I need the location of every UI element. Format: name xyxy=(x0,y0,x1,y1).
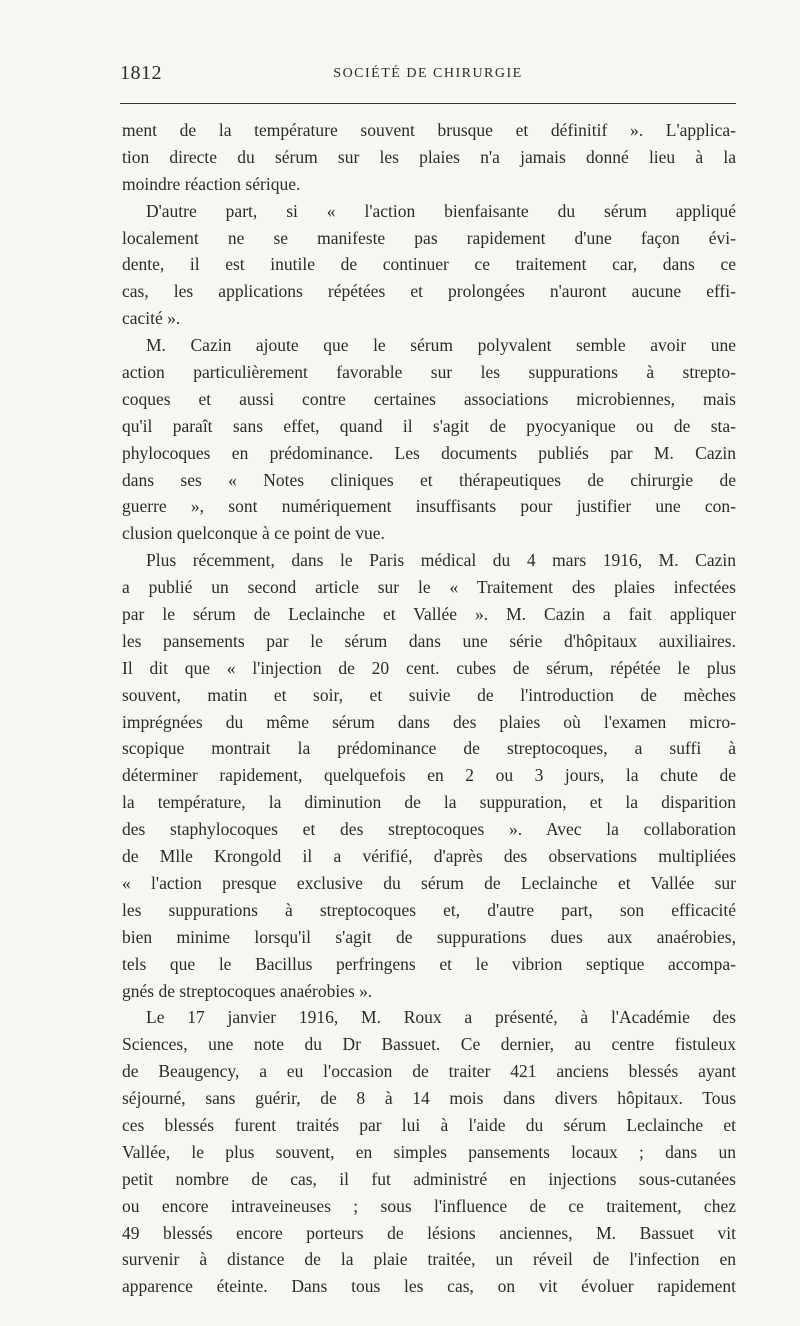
text-line: « l'action presque exclusive du sérum de Leclainche et Vallée sur xyxy=(122,872,736,893)
text-line: ment de la température souvent brusque et définitif ». L'applica- xyxy=(122,120,736,140)
text-line: imprégnées du même sérum dans des plaies où l'examen micro- xyxy=(122,711,736,732)
text-line: moindre réaction sérique. xyxy=(122,173,301,194)
text-line: Plus récemment, dans le Paris médical du 4 mars 1916, M. Cazin xyxy=(146,550,736,571)
text-line: les suppurations à streptocoques et, d'autre part, son efficacité xyxy=(122,899,736,920)
text-line: souvent, matin et soir, et suivie de l'introduction de mèches xyxy=(122,684,736,705)
text-line: clusion quelconque à ce point de vue. xyxy=(122,523,385,544)
text-line: séjourné, sans guérir, de 8 à 14 mois dans divers hôpitaux. Tous xyxy=(122,1088,736,1109)
text-line: survenir à distance de la plaie traitée, un réveil de l'infection en xyxy=(122,1249,736,1270)
body-text xyxy=(122,117,736,1300)
text-line: cacité ». xyxy=(122,308,181,329)
text-line: apparence éteinte. Dans tous les cas, on vit évoluer rapidement xyxy=(122,1276,736,1297)
text-line: 49 blessés encore porteurs de lésions anciennes, M. Bassuet vit xyxy=(122,1222,736,1243)
text-line: action particulièrement favorable sur les suppurations à strepto- xyxy=(122,362,736,383)
text-line: par le sérum de Leclainche et Vallée ». M. Cazin a fait appliquer xyxy=(122,604,736,625)
text-line: ou encore intraveineuses ; sous l'influence de ce traitement, chez xyxy=(122,1195,736,1216)
text-line: localement ne se manifeste pas rapidement d'une façon évi- xyxy=(122,227,736,248)
text-line: a publié un second article sur le « Traitement des plaies infectées xyxy=(122,577,736,598)
text-line: D'autre part, si « l'action bienfaisante du sérum appliqué xyxy=(146,200,736,221)
text-line: les pansements par le sérum dans une série d'hôpitaux auxiliaires. xyxy=(122,630,736,651)
text-line: Sciences, une note du Dr Bassuet. Ce dernier, au centre fistuleux xyxy=(122,1034,736,1055)
text-line: la température, la diminution de la suppuration, et la disparition xyxy=(122,792,736,813)
text-line: guerre », sont numériquement insuffisants pour justifier une con- xyxy=(122,496,736,517)
text-line: petit nombre de cas, il fut administré en injections sous-cutanées xyxy=(122,1168,736,1189)
text-line: Le 17 janvier 1916, M. Roux a présenté, à l'Académie des xyxy=(146,1007,736,1028)
text-line: Il dit que « l'injection de 20 cent. cubes de sérum, répétée le plus xyxy=(122,657,736,678)
text-line: Vallée, le plus souvent, en simples pansements locaux ; dans un xyxy=(122,1141,736,1162)
text-line: ces blessés furent traités par lui à l'aide du sérum Leclainche et xyxy=(122,1114,736,1135)
text-line: scopique montrait la prédominance de streptocoques, a suffi à xyxy=(122,738,736,759)
text-line: M. Cazin ajoute que le sérum polyvalent semble avoir une xyxy=(146,335,736,356)
text-line: qu'il paraît sans effet, quand il s'agit de pyocyanique ou de sta- xyxy=(122,415,736,436)
text-line: phylocoques en prédominance. Les documents publiés par M. Cazin xyxy=(122,442,736,463)
page-number: 1812 xyxy=(120,62,162,84)
text-line: bien minime lorsqu'il s'agit de suppurations dues aux anaérobies, xyxy=(122,926,736,947)
text-line: dans ses « Notes cliniques et thérapeutiques de chirurgie de xyxy=(122,469,736,490)
text-line: tels que le Bacillus perfringens et le vibrion septique accompa- xyxy=(122,953,736,974)
text-line: dente, il est inutile de continuer ce traitement car, dans ce xyxy=(122,254,736,275)
text-line: cas, les applications répétées et prolongées n'auront aucune effi- xyxy=(122,281,736,302)
text-line: de Mlle Krongold il a vérifié, d'après des observations multipliées xyxy=(122,846,736,867)
text-line: des staphylocoques et des streptocoques ». Avec la collaboration xyxy=(122,819,736,840)
running-head xyxy=(120,62,736,92)
header-rule xyxy=(120,103,736,104)
text-line: tion directe du sérum sur les plaies n'a jamais donné lieu à la xyxy=(122,146,736,167)
text-line: de Beaugency, a eu l'occasion de traiter 421 anciens blessés ayant xyxy=(122,1061,736,1082)
text-line: gnés de streptocoques anaérobies ». xyxy=(122,980,373,1001)
text-line: déterminer rapidement, quelquefois en 2 ou 3 jours, la chute de xyxy=(122,765,736,786)
text-line: coques et aussi contre certaines associations microbiennes, mais xyxy=(122,388,736,409)
section-title: SOCIÉTÉ DE CHIRURGIE xyxy=(333,66,523,81)
